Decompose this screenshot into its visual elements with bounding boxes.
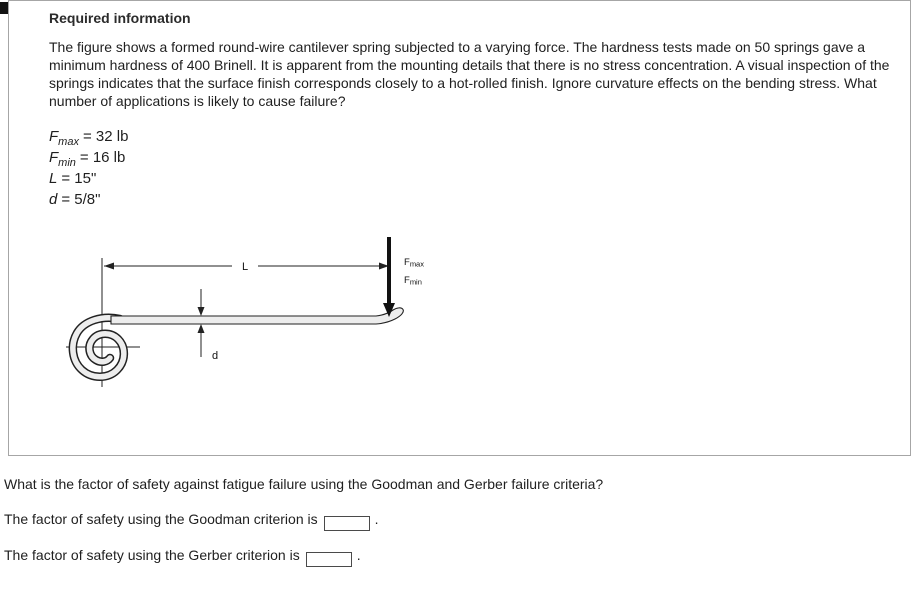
required-information-panel (8, 0, 911, 456)
given-fmax (49, 126, 128, 147)
cantilever-spring-figure (56, 229, 476, 399)
fmin-subscript: min (58, 157, 76, 169)
length-label: L (242, 261, 249, 273)
problem-statement: The figure shows a formed round-wire cantilever spring subjected to a varying force. The hardness tests made on 50 springs gave a minimum hardness of 400 Brinell. It is apparent from the mounting details that there is no stress concentration. A visual inspection of the springs indicates that the surface finish corresponds closely to a hot-rolled finish. Ignore curvature effects on the bending stress. What number of applications is likely to cause failure? (49, 39, 890, 109)
gerber-answer-input[interactable] (306, 552, 352, 567)
diameter-label: d (212, 350, 219, 362)
given-fmin (49, 147, 128, 168)
fmin-symbol: F (49, 149, 59, 166)
length-symbol: L (49, 170, 58, 187)
fmin-figure-label: Fmin (404, 275, 422, 287)
length-dimension (104, 261, 389, 273)
given-values (49, 126, 128, 210)
given-diameter (49, 189, 128, 210)
diameter-value: = 5/8" (61, 191, 101, 208)
goodman-answer-input[interactable] (324, 516, 370, 531)
gerber-suffix: . (356, 547, 361, 563)
fmax-figure-label: Fmax (404, 257, 424, 269)
wire-bar (111, 308, 403, 324)
panel-title: Required information (49, 10, 191, 26)
given-length (49, 168, 128, 189)
gerber-prefix: The factor of safety using the Gerber criterion is (4, 547, 300, 563)
goodman-suffix: . (374, 511, 379, 527)
length-value: = 15" (61, 170, 97, 187)
fmax-symbol: F (49, 128, 59, 145)
diameter-symbol: d (49, 191, 58, 208)
goodman-prefix: The factor of safety using the Goodman criterion is (4, 511, 318, 527)
diameter-dimension (198, 289, 219, 362)
arrow-down-icon (198, 307, 205, 316)
arrow-up-icon (198, 324, 205, 333)
spring-diagram-svg (56, 229, 476, 399)
fmax-value: = 32 lb (82, 128, 129, 145)
force-arrow (383, 237, 424, 317)
fmax-subscript: max (58, 136, 79, 148)
question-prompt: What is the factor of safety against fatigue failure using the Goodman and Gerber failure criteria? (4, 476, 604, 492)
gerber-line (4, 547, 361, 567)
fmin-value: = 16 lb (79, 149, 126, 166)
arrow-left-icon (104, 263, 114, 270)
goodman-line (4, 511, 379, 531)
